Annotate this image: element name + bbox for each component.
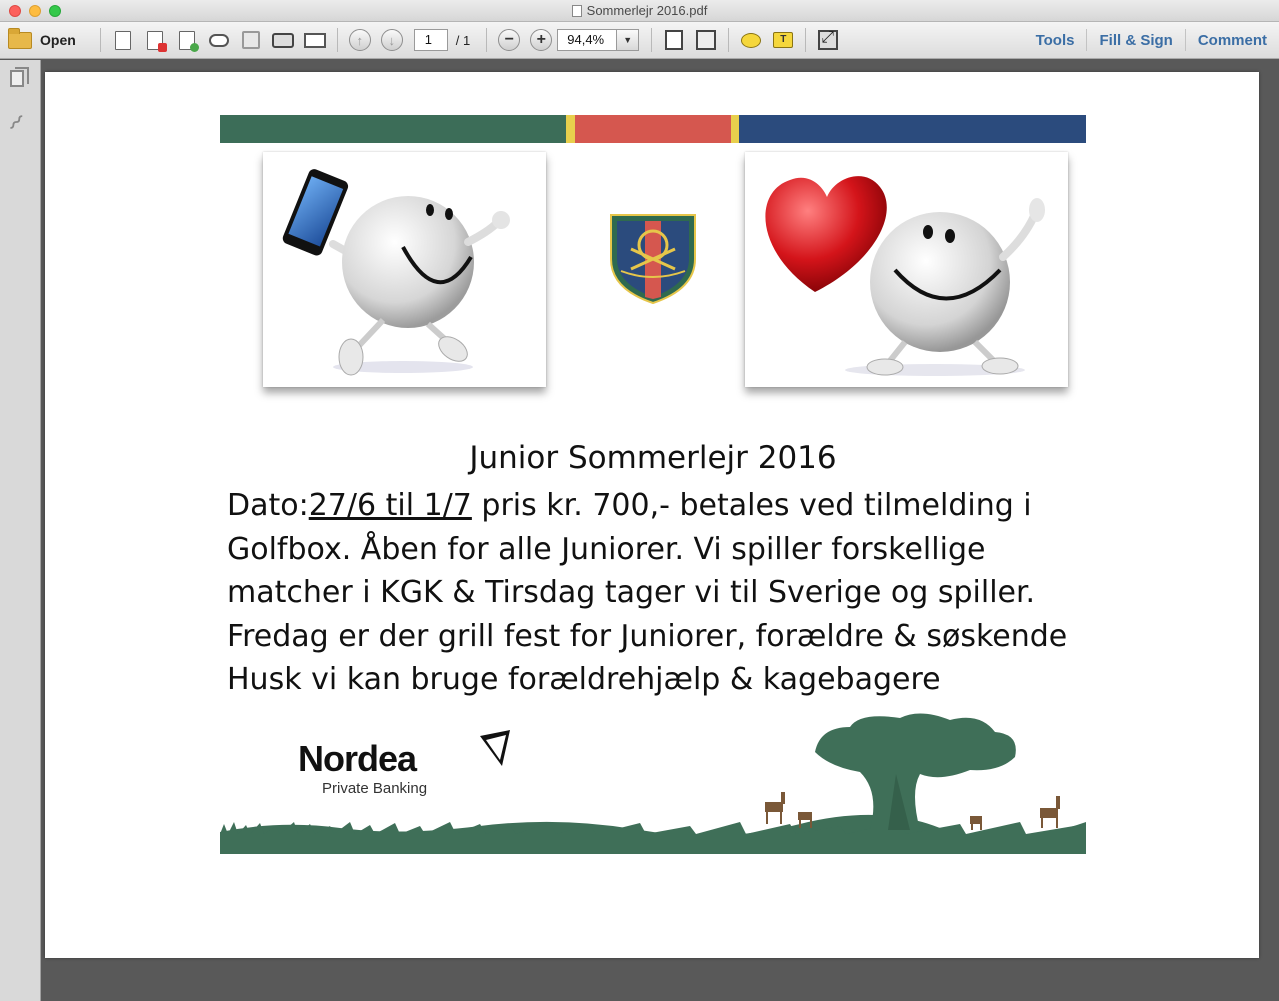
color-stripe-yellow [731, 115, 739, 143]
color-stripe-yellow [566, 115, 575, 143]
fit-page-icon [665, 30, 683, 50]
window-title-text: Sommerlejr 2016.pdf [586, 3, 708, 18]
pages-panel-icon[interactable] [10, 70, 24, 87]
sticky-note-icon [741, 33, 761, 48]
document-heading: Junior Sommerlejr 2016 [469, 440, 837, 476]
toolbar-separator [651, 28, 652, 52]
chevron-down-icon: ▼ [623, 35, 633, 45]
sticky-note-button[interactable] [738, 27, 764, 53]
pane-links [1024, 22, 1279, 58]
toolbar [0, 22, 1279, 59]
zoom-out-button[interactable] [496, 27, 522, 53]
window-controls [9, 5, 61, 17]
export-pdf-button[interactable] [110, 27, 136, 53]
golf-ball-phone-image [263, 152, 546, 387]
open-button[interactable] [8, 27, 94, 53]
tools-link[interactable]: Tools [1035, 31, 1075, 49]
pdf-page [45, 72, 1259, 958]
zoom-in-icon: + [530, 29, 552, 51]
document-body [227, 484, 1097, 702]
edit-pdf-icon [179, 31, 195, 50]
title-bar [0, 0, 1279, 22]
date-prefix: Dato: [227, 488, 309, 523]
document-icon [572, 5, 582, 17]
fit-page-button[interactable] [661, 27, 687, 53]
email-icon [304, 33, 326, 48]
color-stripe-blue [739, 115, 1086, 143]
highlight-text-icon: T [773, 32, 793, 48]
date-range: 27/6 til 1/7 [308, 488, 472, 523]
fullscreen-button[interactable] [815, 27, 841, 53]
body-line-5: Husk vi kan bruge forældrehjælp & kagebagere [227, 662, 941, 697]
email-button[interactable] [302, 27, 328, 53]
page-number-input[interactable]: 1 [414, 29, 448, 51]
fullscreen-icon [818, 30, 838, 50]
close-window-button[interactable] [9, 5, 21, 17]
upload-button[interactable] [206, 27, 232, 53]
zoom-out-icon: − [498, 29, 520, 51]
toolbar-separator [805, 28, 806, 52]
price-text: pris kr. 700,- betales ved tilmelding i [471, 488, 1032, 523]
footer-banner [220, 712, 1086, 854]
open-button-label: Open [40, 32, 76, 48]
open-folder-icon [8, 32, 32, 49]
sponsor-logo [298, 730, 510, 796]
body-line-2: Golfbox. Åben for alle Juniorer. Vi spiller forskellige [227, 531, 986, 567]
sponsor-name: Nordea [298, 738, 417, 779]
create-pdf-button[interactable] [142, 27, 168, 53]
fill-sign-link[interactable]: Fill & Sign [1099, 31, 1173, 49]
maximize-window-button[interactable] [49, 5, 61, 17]
save-icon [242, 31, 260, 49]
save-button[interactable] [238, 27, 264, 53]
attachments-icon[interactable]: ⌇ [3, 110, 29, 136]
window-title [572, 3, 708, 18]
color-stripe-red [575, 115, 731, 143]
page-total: / 1 [455, 32, 471, 48]
print-button[interactable] [270, 27, 296, 53]
body-line-1 [227, 484, 1097, 528]
create-pdf-icon [147, 31, 163, 50]
print-icon [272, 33, 294, 48]
comment-link[interactable]: Comment [1197, 31, 1267, 49]
minimize-window-button[interactable] [29, 5, 41, 17]
zoom-in-button[interactable] [528, 27, 554, 53]
golf-ball-heart-image [745, 152, 1068, 387]
upload-cloud-icon [209, 34, 229, 47]
export-pdf-icon [115, 31, 131, 50]
toolbar-separator [486, 28, 487, 52]
next-page-icon: ↓ [381, 29, 403, 51]
toolbar-separator [337, 28, 338, 52]
toolbar-separator [728, 28, 729, 52]
next-page-button[interactable] [379, 27, 405, 53]
zoom-dropdown-button[interactable] [617, 29, 639, 51]
zoom-level-input[interactable]: 94,4% [557, 29, 617, 51]
body-line-4: Fredag er der grill fest for Juniorer, forældre & søskende [227, 618, 1068, 654]
sponsor-sail-icon [478, 730, 512, 768]
sponsor-subtitle: Private Banking [322, 780, 428, 797]
body-line-3: matcher i KGK & Tirsdag tager vi til Sverige og spiller. [227, 575, 1036, 610]
club-crest-logo [607, 209, 699, 305]
fit-width-icon [696, 30, 716, 50]
highlight-text-button[interactable] [770, 27, 796, 53]
edit-pdf-button[interactable] [174, 27, 200, 53]
previous-page-icon: ↑ [349, 29, 371, 51]
color-stripe-green [220, 115, 566, 143]
toolbar-separator [100, 28, 101, 52]
previous-page-button[interactable] [347, 27, 373, 53]
fit-width-button[interactable] [693, 27, 719, 53]
navigation-sidebar [0, 60, 41, 1001]
